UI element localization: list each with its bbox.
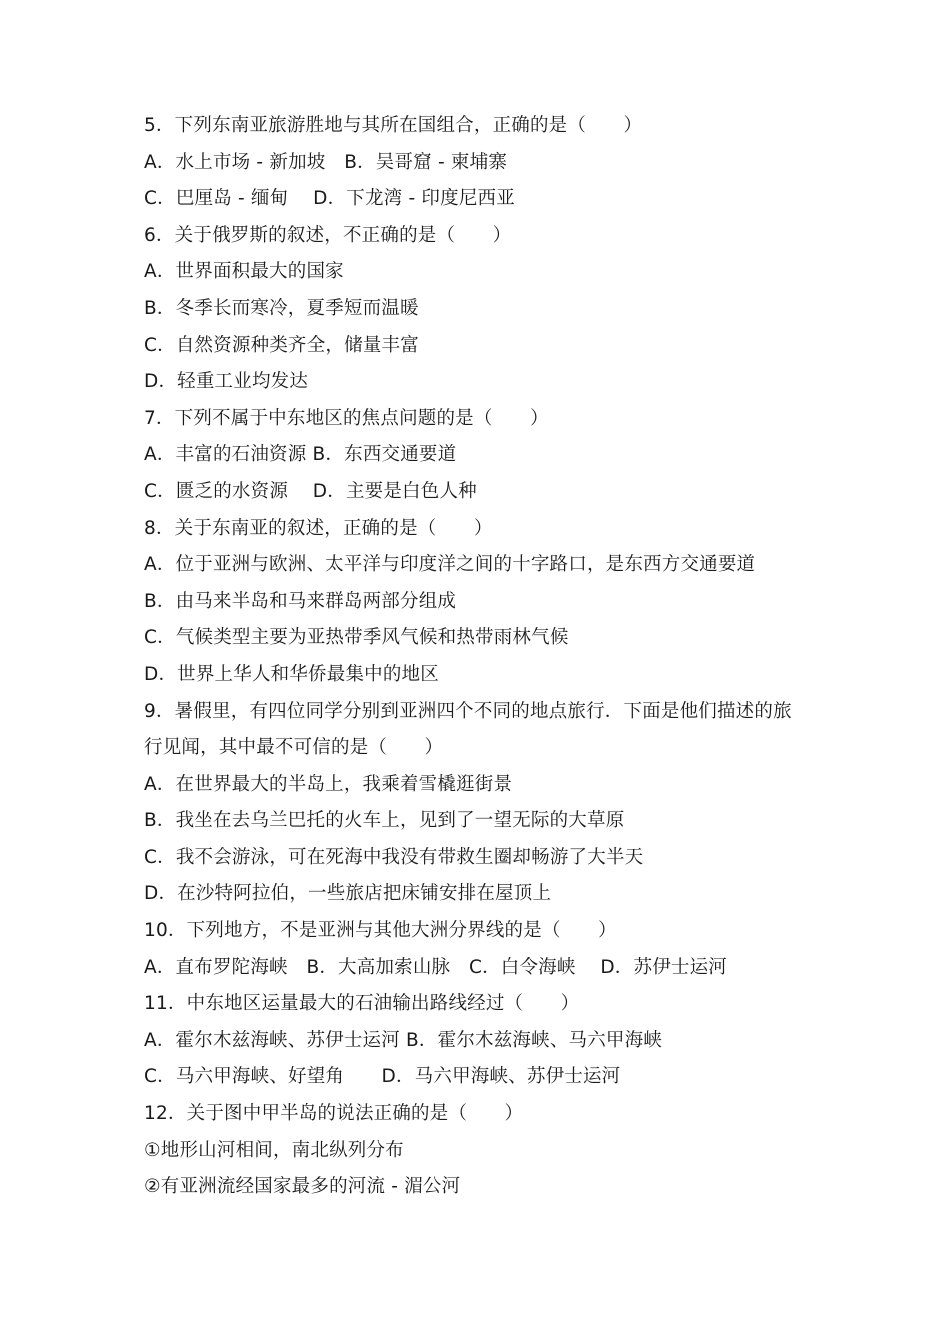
question-5-options-cd: C．巴厘岛 - 缅甸 D．下龙湾 - 印度尼西亚 (144, 188, 515, 210)
question-10-options: A．直布罗陀海峡 B．大高加索山脉 C．白令海峡 D．苏伊士运河 (144, 956, 727, 978)
question-8-option-c: C．气候类型主要为亚热带季风气候和热带雨林气候 (144, 627, 569, 649)
question-6-option-c: C．自然资源种类齐全，储量丰富 (144, 334, 419, 356)
question-7-stem: 7．下列不属于中东地区的焦点问题的是（ ） (144, 407, 549, 429)
question-12-statement-1: ①地形山河相间，南北纵列分布 (144, 1139, 404, 1161)
question-8-stem: 8．关于东南亚的叙述，正确的是（ ） (144, 517, 493, 539)
question-7-options-cd: C．匮乏的水资源 D．主要是白色人种 (144, 480, 477, 502)
question-8-option-a: A．位于亚洲与欧洲、太平洋与印度洋之间的十字路口，是东西方交通要道 (144, 554, 756, 576)
question-11-options-ab: A．霍尔木兹海峡、苏伊士运河 B．霍尔木兹海峡、马六甲海峡 (144, 1029, 663, 1051)
question-11-stem: 11．中东地区运量最大的石油输出路线经过（ ） (144, 993, 580, 1015)
question-6-option-b: B．冬季长而寒冷，夏季短而温暖 (144, 297, 419, 319)
question-6-option-a: A．世界面积最大的国家 (144, 261, 344, 283)
question-9-stem-line-1: 9．暑假里，有四位同学分别到亚洲四个不同的地点旅行．下面是他们描述的旅 (144, 700, 792, 722)
question-12-stem: 12．关于图中甲半岛的说法正确的是（ ） (144, 1103, 524, 1125)
question-8-option-d: D．世界上华人和华侨最集中的地区 (144, 663, 439, 685)
question-9-option-a: A．在世界最大的半岛上，我乘着雪橇逛街景 (144, 773, 513, 795)
question-7-options-ab: A．丰富的石油资源 B．东西交通要道 (144, 444, 457, 466)
question-9-stem-line-2: 行见闻，其中最不可信的是（ ） (144, 737, 444, 759)
question-9-option-c: C．我不会游泳，可在死海中我没有带救生圈却畅游了大半天 (144, 846, 644, 868)
question-11-options-cd: C．马六甲海峡、好望角 D．马六甲海峡、苏伊士运河 (144, 1066, 621, 1088)
question-9-option-b: B．我坐在去乌兰巴托的火车上，见到了一望无际的大草原 (144, 810, 625, 832)
question-5-options-ab: A．水上市场 - 新加坡 B．吴哥窟 - 柬埔寨 (144, 151, 508, 173)
question-9-option-d: D．在沙特阿拉伯，一些旅店把床铺安排在屋顶上 (144, 883, 552, 905)
question-6-option-d: D．轻重工业均发达 (144, 371, 309, 393)
question-text-block (144, 108, 824, 1206)
question-10-stem: 10．下列地方，不是亚洲与其他大洲分界线的是（ ） (144, 920, 617, 942)
question-6-stem: 6．关于俄罗斯的叙述，不正确的是（ ） (144, 224, 512, 246)
question-8-option-b: B．由马来半岛和马来群岛两部分组成 (144, 590, 457, 612)
question-5-stem: 5．下列东南亚旅游胜地与其所在国组合，正确的是（ ） (144, 115, 643, 136)
question-12-statement-2: ②有亚洲流经国家最多的河流 - 湄公河 (144, 1176, 461, 1198)
